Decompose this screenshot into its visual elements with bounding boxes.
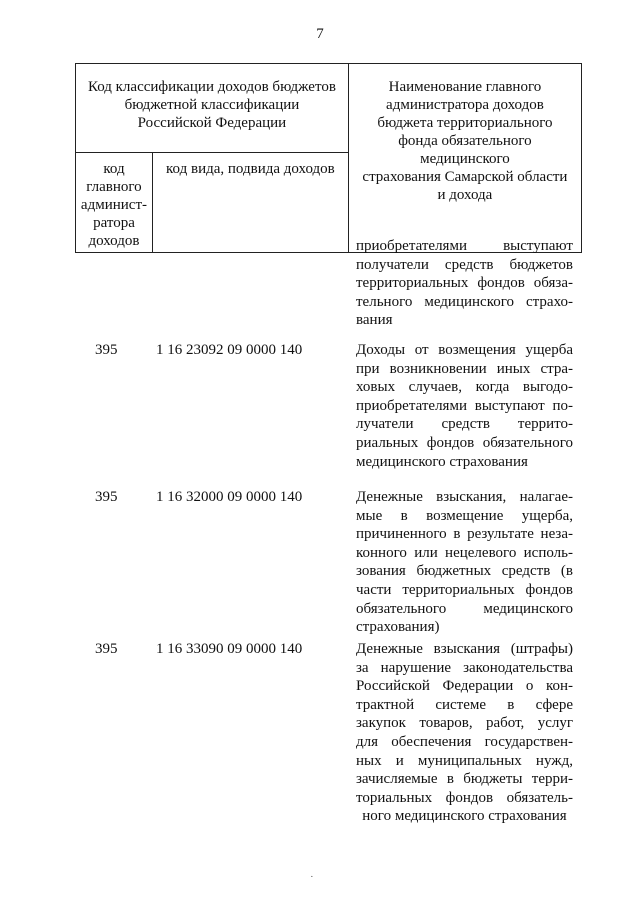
income-code: 1 16 33090 09 0000 140 [156, 641, 303, 657]
income-code: 1 16 23092 09 0000 140 [156, 342, 303, 358]
description-line: лучатели средств террито- [356, 416, 573, 433]
admin-code: 395 [95, 641, 118, 657]
header-line: страхования Самарской области [362, 169, 568, 185]
header-line: код [103, 161, 125, 177]
description-line: ного медицинского страхования [362, 808, 567, 825]
description-line: страхования) [356, 619, 440, 636]
description-line: для обеспечения государствен- [356, 733, 573, 750]
income-description [356, 341, 573, 471]
income-description [356, 237, 573, 330]
description-line: трактной системе в сфере [356, 696, 573, 713]
header-line: доходов [88, 233, 140, 249]
admin-code: 395 [95, 342, 118, 358]
header-line: код вида, подвида доходов [166, 161, 335, 177]
description-line: вания [356, 312, 393, 329]
administrator-name-header [348, 64, 581, 253]
description-line: при возникновении иных стра- [356, 360, 573, 377]
description-line: за нарушение законодательства [356, 659, 573, 676]
description-line: мые в возмещение ущерба, [356, 507, 573, 524]
description-line: зования бюджетных средств (в [356, 563, 573, 580]
income-kind-code-header [152, 153, 348, 253]
description-line: Денежные взыскания (штрафы) [356, 641, 573, 657]
description-line: ториальных фондов обязатель- [356, 789, 573, 806]
header-line: администратора доходов [386, 97, 544, 113]
income-description [356, 488, 573, 637]
description-line: территориальных фондов обяза- [356, 275, 573, 292]
admin-code-header [76, 153, 153, 253]
description-line: ных и муниципальных нужд, [356, 752, 573, 769]
description-line: причиненного в результате неза- [356, 526, 573, 543]
description-line: получатели средств бюджетов [356, 256, 573, 273]
header-line: Наименование главного [388, 79, 542, 95]
description-line: зачисляемые в бюджеты терри- [356, 771, 573, 788]
header-line: Код классификации доходов бюджетов [87, 79, 336, 95]
header-line: фонда обязательного [398, 133, 532, 149]
description-line: приобретателями выступают по- [356, 397, 573, 414]
description-line: приобретателями выступают [356, 238, 573, 254]
description-line: закупок товаров, работ, услуг [356, 715, 573, 732]
description-line: Денежные взыскания, налагае- [356, 489, 573, 505]
income-code: 1 16 32000 09 0000 140 [156, 489, 303, 505]
admin-code: 395 [95, 489, 118, 505]
description-line: обязательного медицинского [356, 600, 573, 617]
header-line: бюджетной классификации [124, 97, 300, 113]
header-table [75, 63, 582, 253]
header-line: главного [86, 179, 142, 195]
description-line: ховых случаев, когда выгодо- [356, 379, 573, 396]
income-description [356, 640, 573, 826]
description-line: Российской Федерации о кон- [356, 678, 573, 695]
page-number: 7 [316, 26, 324, 42]
header-line: бюджета территориального [377, 115, 553, 131]
header-line: ратора [93, 215, 135, 231]
classification-code-header [76, 64, 349, 153]
description-line: риальных фондов обязательного [356, 434, 573, 451]
scan-speck: ˙ [310, 874, 314, 886]
description-line: части территориальных фондов [356, 581, 573, 598]
description-line: конного или нецелевого исполь- [356, 544, 573, 561]
description-line: медицинского страхования [356, 453, 528, 470]
header-line: Российской Федерации [137, 115, 287, 131]
header-line: медицинского [420, 151, 510, 167]
header-line: и дохода [437, 187, 493, 203]
header-line: админист- [80, 197, 147, 213]
description-line: тельного медицинского страхо- [356, 293, 573, 310]
description-line: Доходы от возмещения ущерба [356, 342, 573, 358]
